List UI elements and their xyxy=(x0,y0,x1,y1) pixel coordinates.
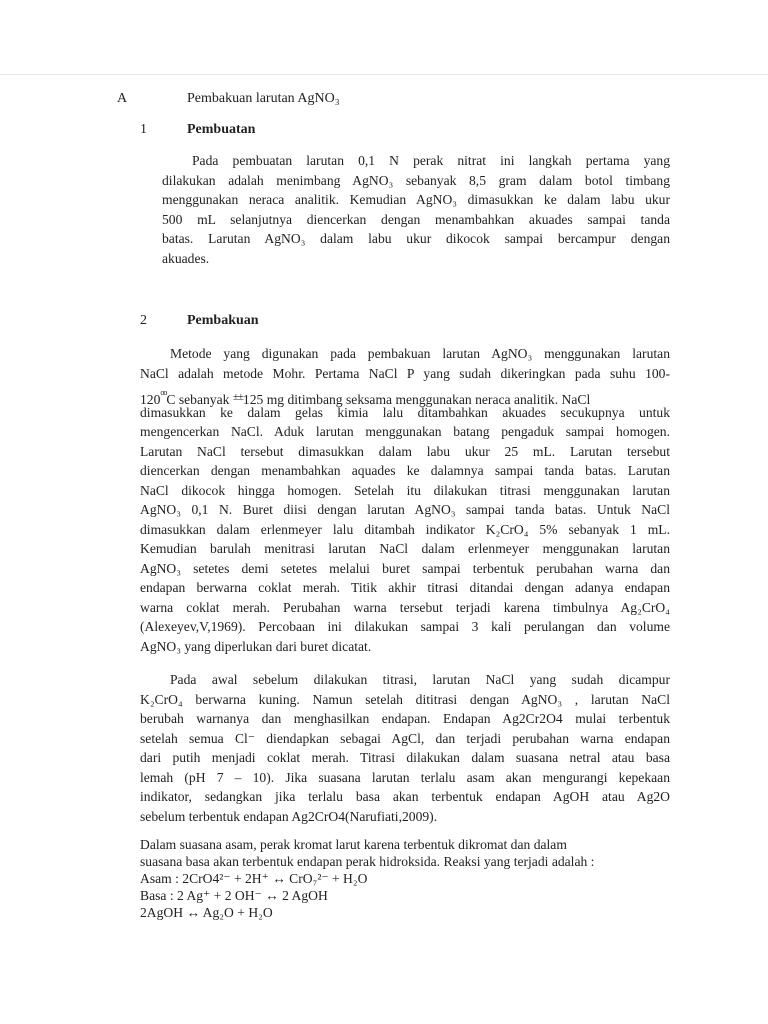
section-marker xyxy=(117,91,133,107)
sub2-paragraph-2 xyxy=(140,670,670,826)
sub2-title: Pembakuan xyxy=(187,313,259,328)
text-line: K₂CrO₄ berwarna kuning. Namun setelah dititrasi dengan AgNO₃ , larutan NaCl xyxy=(140,691,670,707)
text-line: lemah (pH 7 – 10). Jika suasana larutan terlalu asam akan mengurangi kepekaan xyxy=(140,769,670,785)
text-line: dari putih menjadi coklat merah. Titrasi dilakukan dalam suasana netral atau basa xyxy=(140,750,670,765)
degree-glyph-icon: oo xyxy=(160,388,167,397)
sub1-marker xyxy=(140,122,153,138)
reaction-block xyxy=(140,836,594,921)
text-line: dilakukan adalah menimbang AgNO₃ sebanyak 8,5 gram dalam botol timbang xyxy=(162,172,670,188)
page-top-rule xyxy=(0,74,768,75)
sub1-title: Pembuatan xyxy=(187,122,256,137)
text-line: AgNO₃ setetes demi setetes melalui buret sampai terbentuk perubahan warna dan xyxy=(140,560,670,576)
text-line: setelah semua Cl⁻ diendapkan sebagai AgCl, dan terjadi perubahan warna endapan xyxy=(140,730,670,746)
text-line: indikator, sedangkan jika terlalu basa akan terbentuk endapan AgOH atau Ag2O xyxy=(140,789,670,804)
text-line: diencerkan dengan menambahkan aquades ke dalamnya sampai tanda batas. Larutan xyxy=(140,463,670,478)
text-line: AgNO₃ 0,1 N. Buret diisi dengan larutan AgNO₃ sampai tanda batas. Untuk NaCl xyxy=(140,502,670,517)
reaction-base: Basa : 2 Ag⁺ + 2 OH⁻ ↔ 2 AgOH xyxy=(140,888,328,903)
text-fragment: 125 mg ditimbang seksama menggunakan neraca analitik. NaCl xyxy=(242,392,591,407)
text-line: AgNO₃ yang diperlukan dari buret dicatat. xyxy=(140,638,372,654)
sub2-number: 2 xyxy=(140,313,147,328)
text-line: Pada awal sebelum dilakukan titrasi, larutan NaCl yang sudah dicampur xyxy=(170,672,670,687)
sub1-number: 1 xyxy=(140,122,147,137)
text-line: suasana basa akan terbentuk endapan perak hidroksida. Reaksi yang terjadi adalah : xyxy=(140,854,595,869)
text-line: Larutan NaCl tersebut dimasukkan dalam labu ukur 25 mL. Larutan tersebut xyxy=(140,443,670,459)
text-line: NaCl adalah metode Mohr. Pertama NaCl P yang sudah dikeringkan pada suhu 100- xyxy=(140,365,670,381)
text-line: menggunakan neraca analitik. Kemudian AgNO₃ dimasukkan ke dalam labu ukur xyxy=(162,192,670,207)
text-line: endapan berwarna coklat merah. Titik akhir titrasi ditandai dengan adanya endapan xyxy=(140,580,670,595)
sub1-paragraph xyxy=(162,151,670,268)
reaction-agoh: 2AgOH ↔ Ag₂O + H₂O xyxy=(140,905,273,920)
text-line: dimasukkan dalam erlenmeyer lalu ditambah indikator K₂CrO₄ 5% sebanyak 1 mL. xyxy=(140,521,670,537)
text-line: berubah warnanya dan menghasilkan endapan. Endapan Ag2Cr2O4 mulai terbentuk xyxy=(140,711,670,726)
text-line: sebelum terbentuk endapan Ag2CrO4(Narufiati,2009). xyxy=(140,808,438,824)
text-line-composite xyxy=(140,383,670,407)
text-line: (Alexeyev,V,1969). Percobaan ini dilakukan sampai 3 kali perulangan dan volume xyxy=(140,619,670,634)
text-line: mengencerkan NaCl. Aduk larutan menggunakan batang pengaduk sampai homogen. xyxy=(140,424,670,439)
temperature-value: 120 xyxy=(140,392,161,407)
text-line: Metode yang digunakan pada pembakuan larutan AgNO₃ menggunakan larutan xyxy=(170,346,670,361)
sub2-paragraph-1 xyxy=(140,344,670,656)
text-line: Dalam suasana asam, perak kromat larut karena terbentuk dikromat dan dalam xyxy=(140,837,567,852)
text-fragment: C sebanyak xyxy=(166,392,230,407)
text-line: warna coklat merah. Perubahan warna tersebut terjadi karena timbulnya Ag₂CrO₄ xyxy=(140,599,670,615)
sub2-marker xyxy=(140,313,153,329)
text-line: Pada pembuatan larutan 0,1 N perak nitrat ini langkah pertama yang xyxy=(192,153,670,168)
reaction-acid: Asam : 2CrO4²⁻ + 2H⁺ ↔ CrO₇²⁻ + H₂O xyxy=(140,871,368,886)
text-line: Kemudian barulah menitrasi larutan NaCl dalam erlenmeyer menggunakan larutan xyxy=(140,541,670,556)
text-line: batas. Larutan AgNO₃ dalam labu ukur dikocok sampai bercampur dengan xyxy=(162,231,670,246)
section-title: Pembakuan larutan AgNO₃ xyxy=(187,91,340,106)
text-line: dimasukkan ke dalam gelas kimia lalu ditambahkan akuades secukupnya untuk xyxy=(140,404,670,420)
text-line: akuades. xyxy=(162,250,210,266)
plus-minus-glyph-icon: ±± xyxy=(232,391,243,403)
text-line: NaCl dikocok hingga homogen. Setelah itu dilakukan titrasi menggunakan larutan xyxy=(140,482,670,498)
section-letter: A xyxy=(117,91,128,106)
text-line: 500 mL selanjutnya diencerkan dengan menambahkan akuades sampai tanda xyxy=(162,211,670,227)
